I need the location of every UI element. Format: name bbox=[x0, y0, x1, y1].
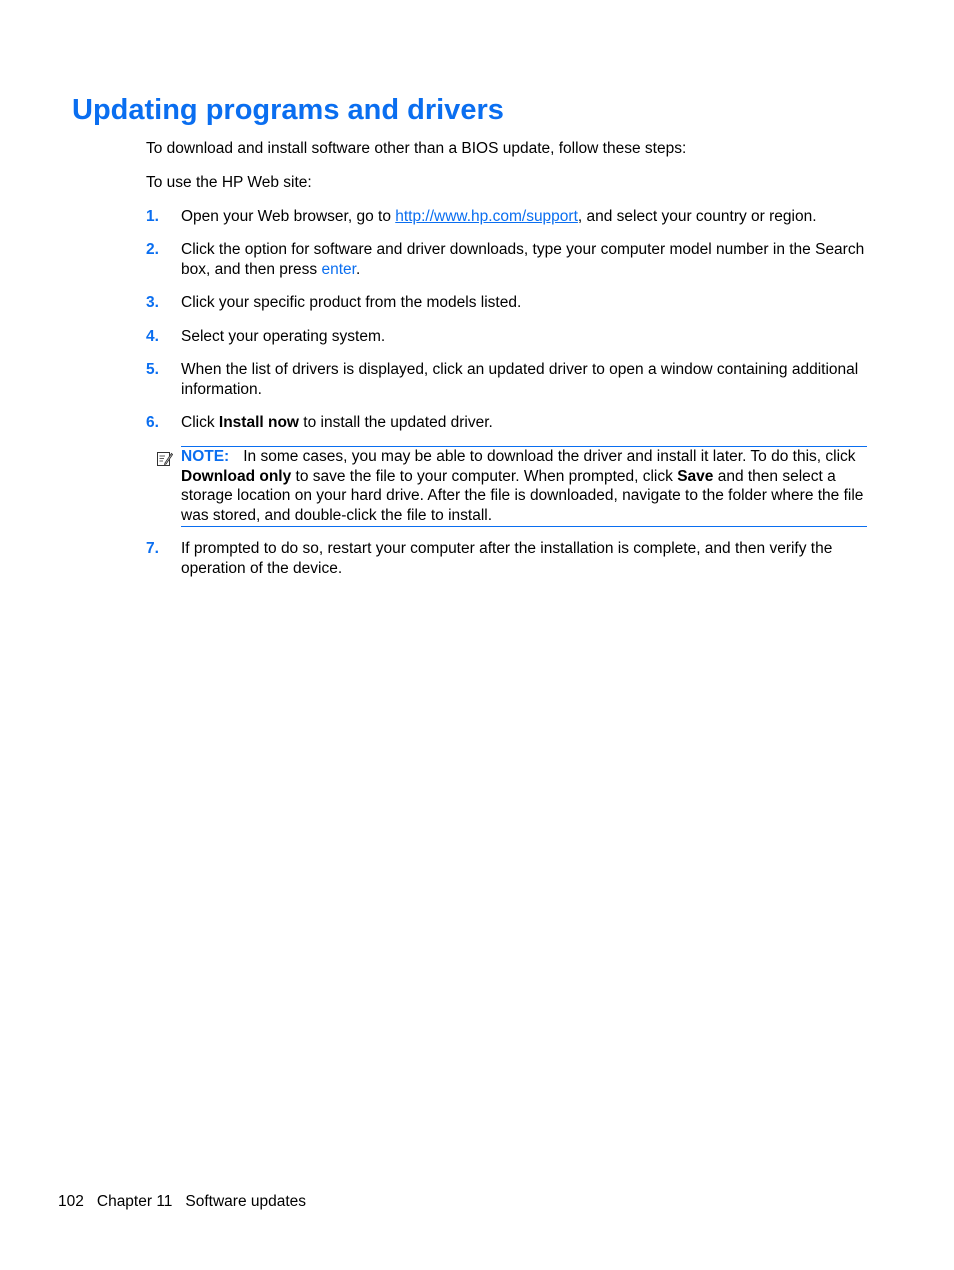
install-now-label: Install now bbox=[218, 414, 299, 431]
download-only-label: Download only bbox=[181, 467, 292, 485]
hp-support-link[interactable]: http://www.hp.com/support bbox=[395, 208, 578, 225]
hp-web-site-subheading: To use the HP Web site: bbox=[146, 174, 312, 191]
step-number: 6. bbox=[146, 414, 159, 431]
step-text bbox=[181, 207, 869, 227]
note-text-part: In some cases, you may be able to download the driver and install it later. To do this, click bbox=[243, 448, 856, 465]
step-text-part: Click bbox=[181, 414, 219, 431]
step-number: 5. bbox=[146, 361, 159, 378]
page-number: 102 bbox=[58, 1193, 84, 1210]
step-text-part: Click the option for software and driver downloads, type your computer model number in the Search box, and then press bbox=[181, 241, 865, 278]
step-text-part: Open your Web browser, go to bbox=[181, 208, 396, 225]
enter-key-label: enter bbox=[321, 260, 356, 278]
step-text-part: . bbox=[355, 260, 361, 278]
step-text: Select your operating system. bbox=[181, 328, 386, 345]
section-label: Software updates bbox=[185, 1193, 307, 1210]
step-number: 4. bbox=[146, 328, 159, 345]
note-text bbox=[181, 447, 867, 525]
note-text-part: and then select a storage location on your hard drive. After the file is downloaded, navigate to the folder where the file was stored, and double-click the file to install. bbox=[181, 467, 864, 524]
step-text: If prompted to do so, restart your computer after the installation is complete, and then verify the operation of the device. bbox=[181, 540, 833, 577]
step-text: Click your specific product from the models listed. bbox=[181, 294, 522, 311]
page-footer bbox=[58, 1192, 306, 1212]
note-pencil-icon bbox=[156, 450, 173, 467]
step-number: 2. bbox=[146, 241, 159, 258]
page-title: Updating programs and drivers bbox=[72, 94, 504, 126]
note-text-part: to save the file to your computer. When prompted, click bbox=[291, 467, 678, 485]
step-number: 1. bbox=[146, 208, 159, 225]
note-box bbox=[181, 446, 867, 527]
step-text: When the list of drivers is displayed, click an updated driver to open a window containing additional information. bbox=[181, 361, 859, 398]
step-text-part: , and select your country or region. bbox=[577, 208, 817, 225]
save-label: Save bbox=[677, 467, 714, 485]
intro-paragraph: To download and install software other than a BIOS update, follow these steps: bbox=[146, 140, 687, 157]
step-text bbox=[181, 413, 869, 433]
step-text-part: to install the updated driver. bbox=[298, 414, 493, 431]
step-number: 7. bbox=[146, 540, 159, 557]
note-label: NOTE: bbox=[181, 448, 230, 465]
chapter-label: Chapter 11 bbox=[96, 1193, 173, 1210]
step-number: 3. bbox=[146, 294, 159, 311]
step-text bbox=[181, 240, 869, 279]
